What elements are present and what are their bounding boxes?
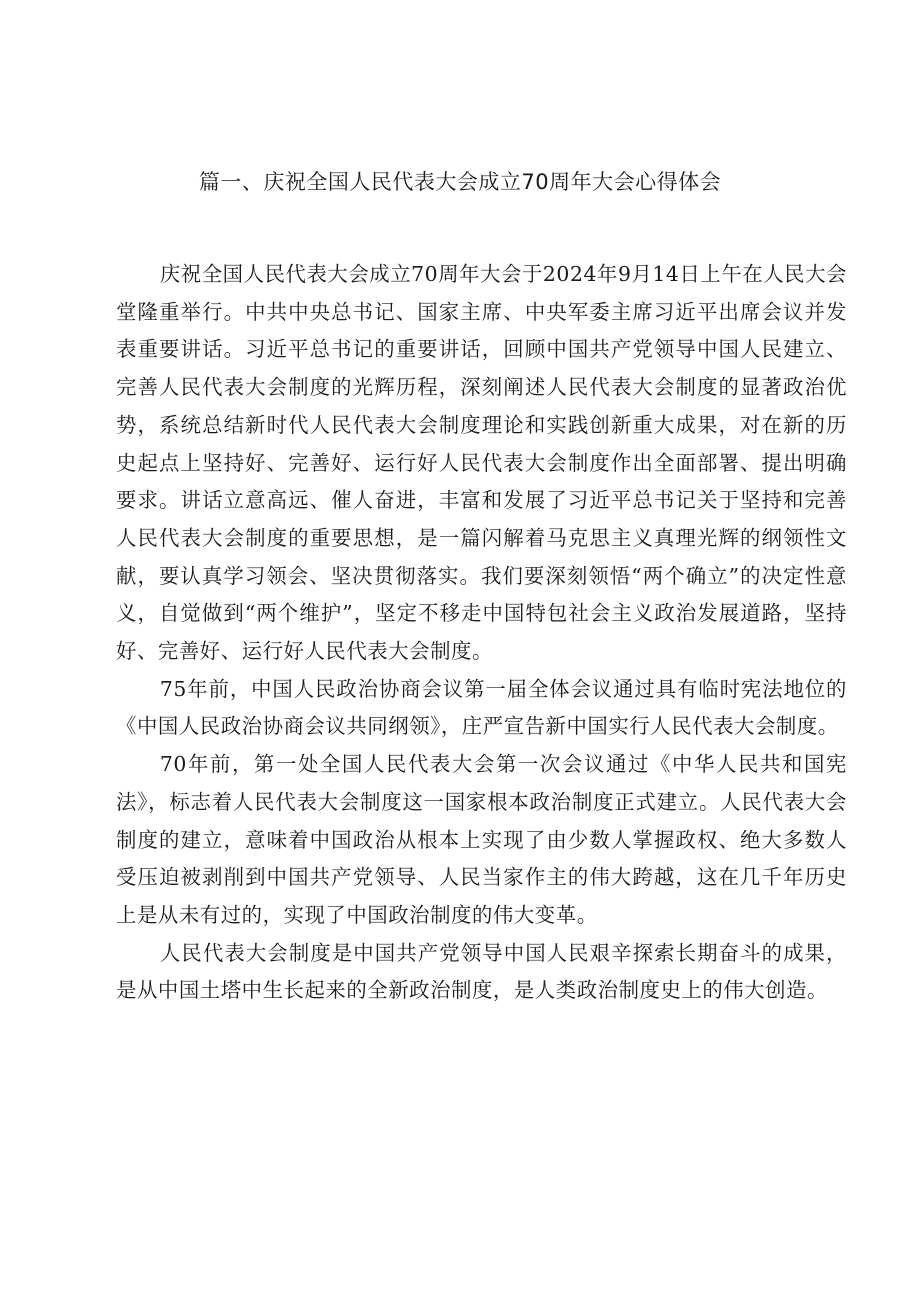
paragraph-3: 70年前，第一处全国人民代表大会第一次会议通过《中华人民共和国宪法》，标志着人民代表大会制度这一国家根本政治制度正式建立。人民代表大会制度的建立，意味着中国政治从根本上实现了由少数人掌握政权、绝大多数人受压迫被剥削到中国共产党领导、人民当家作主的伟大跨越，这在几千年历史上是从未有过的，实现了中国政治制度的伟大变革。 [116, 752, 847, 927]
document-body [116, 256, 847, 1010]
paragraph-1: 庆祝全国人民代表大会成立70周年大会于2024年9月14日上午在人民大会堂隆重举行。中共中央总书记、国家主席、中央军委主席习近平出席会议并发表重要讲话。习近平总书记的重要讲话，回顾中国共产党领导中国人民建立、完善人民代表大会制度的光辉历程，深刻阐述人民代表大会制度的显著政治优势，系统总结新时代人民代表大会制度理论和实践创新重大成果，对在新的历史起点上坚持好、完善好、运行好人民代表大会制度作出全面部署、提出明确要求。讲话立意高远、催人奋进，丰富和发展了习近平总书记关于坚持和完善人民代表大会制度的重要思想，是一篇闪解着马克思主义真理光辉的纲领性文献，要认真学习领会、坚决贯彻落实。我们要深刻领悟“两个确立”的决定性意义，自觉做到“两个维护”，坚定不移走中国特包社会主义政治发展道路，坚持好、完善好、运行好人民代表大会制度。 [116, 262, 847, 664]
paragraph-4: 人民代表大会制度是中国共产党领导中国人民艰辛探索长期奋斗的成果，是从中国土塔中生长起来的全新政治制度，是人类政治制度史上的伟大创造。 [116, 940, 847, 1003]
document-title: 篇一、庆祝全国人民代表大会成立70周年大会心得体会 [198, 170, 722, 194]
paragraph-2: 75年前，中国人民政治协商会议第一届全体会议通过具有临时宪法地位的《中国人民政治协商会议共同纲领》，庄严宣告新中国实行人民代表大会制度。 [116, 676, 847, 739]
